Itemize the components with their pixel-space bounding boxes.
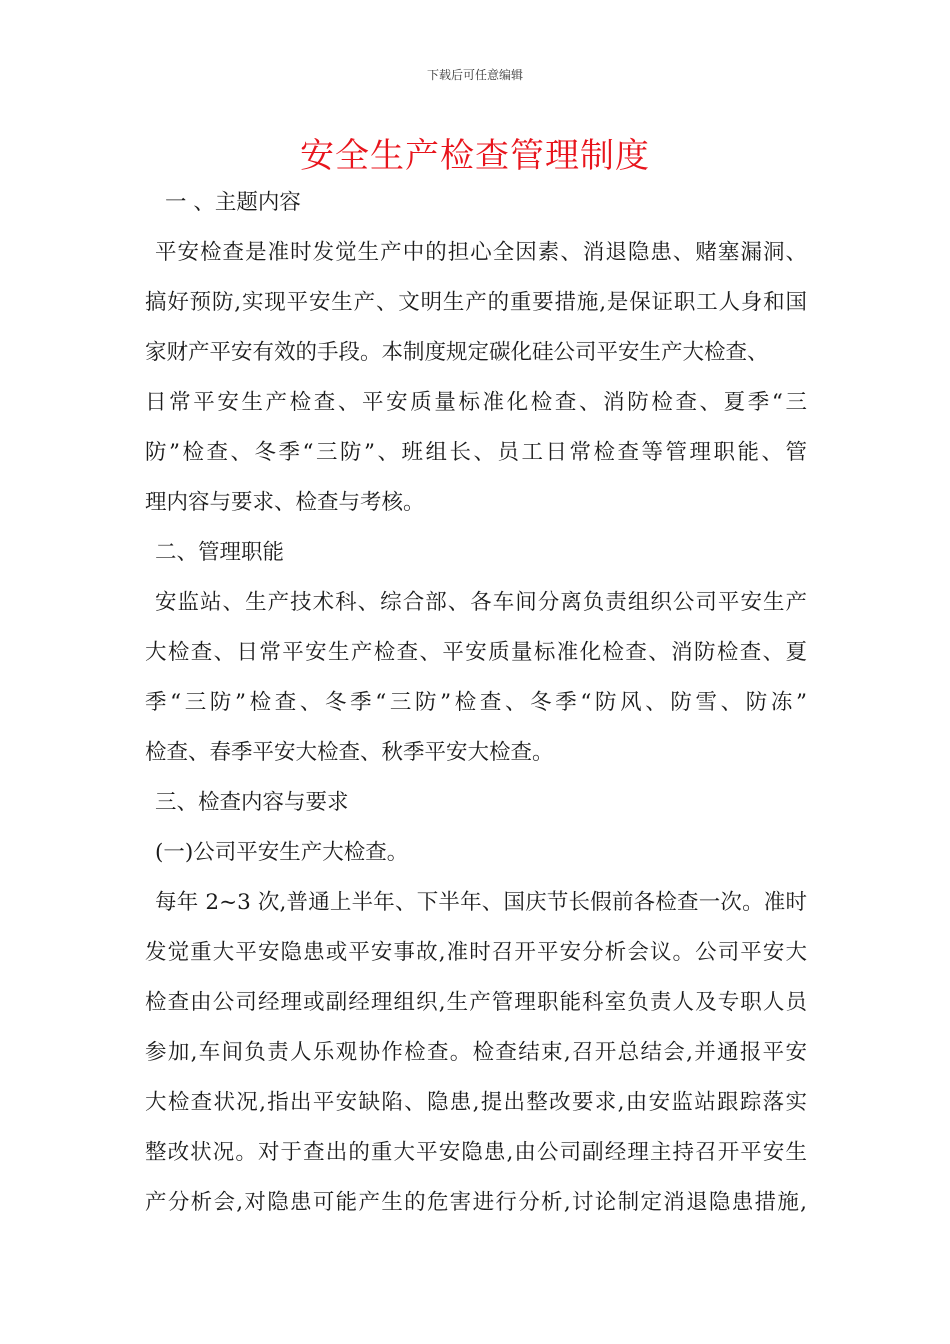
- body-line: 防”检查、冬季“三防”、班组长、员工日常检查等管理职能、管: [145, 440, 807, 465]
- body-line: 每年 2~3 次,普通上半年、下半年、国庆节长假前各检查一次。准时: [155, 890, 807, 915]
- header-note: 下载后可任意编辑: [426, 68, 523, 82]
- body-line: 检查、春季平安大检查、秋季平安大检查。: [145, 740, 554, 765]
- body-line: 日常平安生产检查、平安质量标准化检查、消防检查、夏季“三: [145, 390, 807, 415]
- body-line: (一)公司平安生产大检查。: [155, 840, 409, 865]
- body-line: 参加,车间负责人乐观协作检查。检查结束,召开总结会,并通报平安: [145, 1040, 807, 1065]
- body-line: 理内容与要求、检查与考核。: [145, 490, 425, 515]
- body-line: 二、管理职能: [155, 540, 285, 565]
- document-body: [145, 178, 807, 1228]
- document-title: 安全生产检查管理制度: [300, 136, 650, 176]
- body-line: 大检查、日常平安生产检查、平安质量标准化检查、消防检查、夏: [145, 640, 807, 665]
- body-line: 平安检查是准时发觉生产中的担心全因素、消退隐患、赌塞漏洞、: [155, 240, 807, 265]
- body-line: 整改状况。对于查出的重大平安隐患,由公司副经理主持召开平安生: [145, 1140, 807, 1165]
- body-line: 发觉重大平安隐患或平安事故,准时召开平安分析会议。公司平安大: [145, 940, 807, 965]
- body-line: 产分析会,对隐患可能产生的危害进行分析,讨论制定消退隐患措施,: [145, 1190, 807, 1215]
- body-line: 检查由公司经理或副经理组织,生产管理职能科室负责人及专职人员: [145, 990, 807, 1015]
- body-line: 三、检查内容与要求: [155, 790, 349, 815]
- body-line: 一 、主题内容: [165, 190, 301, 215]
- body-line: 大检查状况,指出平安缺陷、隐患,提出整改要求,由安监站跟踪落实: [145, 1090, 807, 1115]
- body-line: 安监站、生产技术科、综合部、各车间分离负责组织公司平安生产: [155, 590, 807, 615]
- body-line: 家财产平安有效的手段。本制度规定碳化硅公司平安生产大检查、: [145, 340, 769, 365]
- body-line: 季“三防”检查、冬季“三防”检查、冬季“防风、防雪、防冻”: [145, 690, 807, 715]
- body-line: 搞好预防,实现平安生产、文明生产的重要措施,是保证职工人身和国: [145, 290, 807, 315]
